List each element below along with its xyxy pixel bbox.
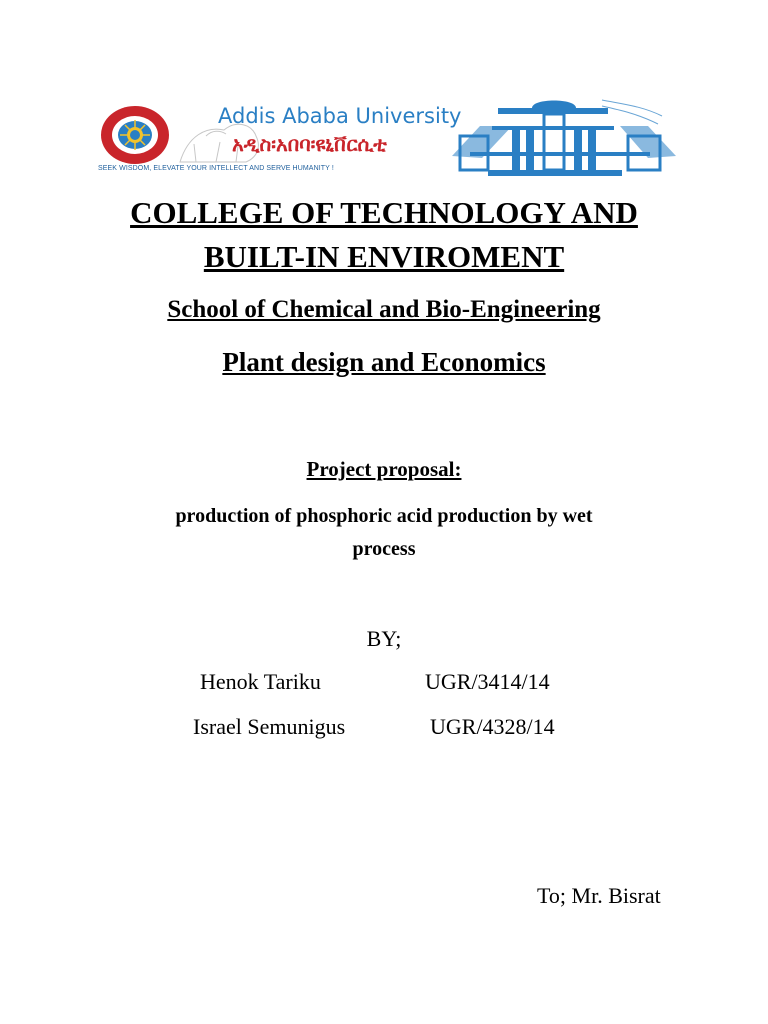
student-id: UGR/4328/14 (430, 714, 555, 739)
university-name-amharic: አዲስ፡አበባ፡ዩኒቨርሲቲ (232, 132, 387, 156)
student-name: Henok Tariku (200, 669, 321, 694)
university-seal-icon (98, 104, 172, 171)
course-title: Plant design and Economics (222, 347, 546, 377)
student-id: UGR/3414/14 (425, 669, 550, 694)
student-name: Israel Semunigus (193, 714, 346, 739)
by-label: BY; (366, 626, 402, 651)
university-motto: SEEK WISDOM, ELEVATE YOUR INTELLECT AND SERVE HUMANITY ! (98, 165, 334, 172)
proposal-title-line1: production of phosphoric acid production by wet (175, 505, 593, 527)
college-title-line2: BUILT-IN ENVIROMENT (203, 239, 565, 274)
school-title: School of Chemical and Bio-Engineering (167, 296, 601, 323)
college-title-line1: COLLEGE OF TECHNOLOGY AND (130, 195, 638, 230)
proposal-title-line2: process (352, 538, 416, 560)
university-building-icon (452, 96, 676, 187)
university-name-english: Addis Ababa University (218, 104, 462, 128)
proposal-label: Project proposal: (306, 457, 462, 481)
recipient: To; Mr. Bisrat (537, 883, 661, 908)
